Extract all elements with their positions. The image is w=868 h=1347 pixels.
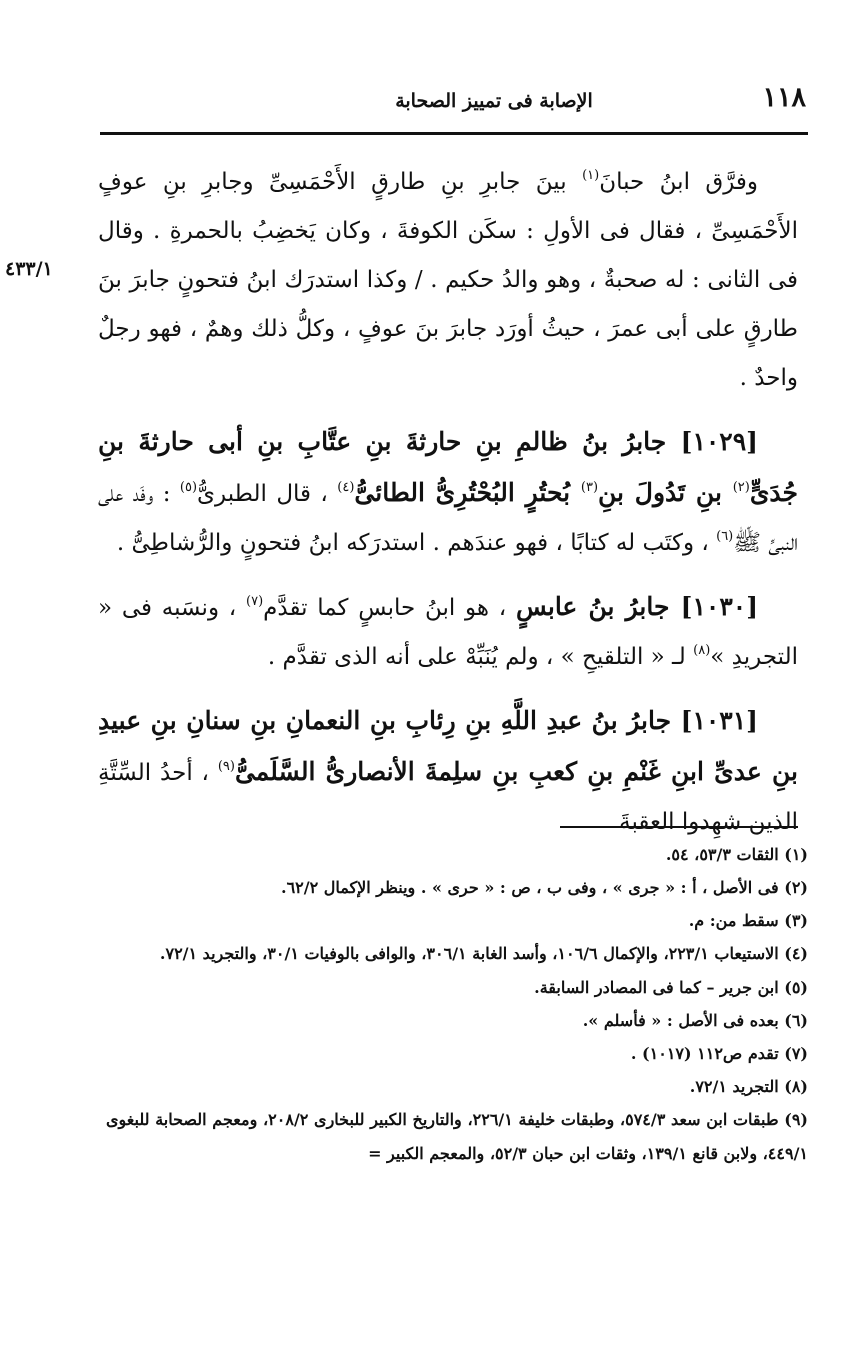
entry-number: [١٠٣٠] xyxy=(680,592,759,621)
entry-heading-cont: بنِ تَدُولَ بنِ xyxy=(598,478,733,507)
page-number: ١١٨ xyxy=(762,82,806,113)
footnote-7: (٧) تقدم ص١١٢ (١٠١٧) . xyxy=(630,1044,808,1063)
footnote-8: (٨) التجريد ٧٢/١. xyxy=(689,1077,808,1096)
footnote-5: (٥) ابن جرير – كما فى المصادر السابقة. xyxy=(534,978,808,997)
entry-1030 xyxy=(98,582,798,682)
footnote-ref-4: (٤) xyxy=(337,480,355,495)
footnote-3: (٣) سقط من: م. xyxy=(688,911,808,930)
entry-text: ، قال الطبرىُّ xyxy=(197,481,338,507)
entry-heading-cont: بُحتُرٍ البُحْتُرِىُّ الطائىُّ xyxy=(354,478,581,507)
footnote-ref-5: (٥) xyxy=(179,480,198,495)
entry-1031 xyxy=(98,696,798,847)
footnote-9: (٩) طبقات ابن سعد ٥٧٤/٣، وطبقات خليفة ٢٢٦/١، والتاريخ الكبير للبخارى ٢٠٨/٢، ومعجم الصحابة للبغوى ٤٤٩/١، ولابن قانع ١٣٩/١، وثقات ابن حبان ٥٢/٣، والمعجم الكبير = xyxy=(106,1110,808,1163)
footnote-ref-2: (٢) xyxy=(732,480,750,495)
entry-number: [١٠٢٩] xyxy=(680,427,758,456)
running-title: الإصابة فى تمييز الصحابة xyxy=(395,90,593,112)
footnote-6: (٦) بعده فى الأصل : « فأسلم ». xyxy=(582,1011,808,1030)
margin-reference: ٤٣٣/١ xyxy=(5,258,53,280)
intro-text-2: بينَ جابرِ بنِ طارقٍ الأَحْمَسِىِّ وجابرِ بنِ عوفٍ الأَحْمَسِىِّ ، فقال فى الأولِ : سكَن الكوفةَ ، وكان يَخضِبُ بالحمرةِ . وقال فى الثانى : له صحبةٌ ، وهو والدُ حكيم . / وكذا استدرَك ابنُ فتحونٍ جابرَ بنَ طارقٍ على أبى عمرَ ، حيثُ أورَد جابرَ بنَ عوفٍ ، وكلُّ ذلك وهمٌ ، فهو رجلٌ واحدٌ . xyxy=(98,169,798,391)
footnote-2: (٢) فى الأصل ، أ : « جرى » ، وفى ب ، ص : « حرى » . وينظر الإكمال ٦٢/٢. xyxy=(281,878,808,897)
footnote-ref-8: (٨) xyxy=(693,643,711,658)
entry-heading: جابرُ بنُ ظالمِ بنِ حارثةَ بنِ عتَّابِ بنِ أبى حارثةَ بنِ جُدَىٍّ xyxy=(98,427,798,507)
entry-text: ، هو ابنُ حابسٍ كما تقدَّم xyxy=(263,595,516,621)
entry-1029 xyxy=(98,417,798,568)
intro-paragraph xyxy=(98,158,798,403)
footnotes xyxy=(106,838,808,1171)
entry-text: ، وكتَب له كتابًا ، فهو عندَهم . استدرَكه ابنُ فتحونٍ والرُّشاطِىُّ . xyxy=(116,530,717,556)
entry-text: ، ونسَبه فى « التجريدِ » xyxy=(98,595,798,670)
footnote-ref-6: (٦) xyxy=(716,529,734,544)
footnote-1: (١) الثقات ٥٣/٣، ٥٤. xyxy=(665,845,808,864)
entry-number: [١٠٣١] xyxy=(680,706,758,735)
footnote-ref-7: (٧) xyxy=(246,594,264,609)
page-header xyxy=(100,72,808,122)
entry-text: : وفَد على النبىِّ ﷺ xyxy=(98,481,798,556)
entry-text: ، أحدُ السِّتَّةِ الذين شهِدوا العقبةَ xyxy=(98,760,798,835)
entry-heading: جابرُ بنُ عابسٍ xyxy=(515,592,681,621)
intro-text-1: وفرَّق ابنُ حبانَ xyxy=(599,169,759,195)
header-rule xyxy=(100,132,808,135)
footnote-ref-1: (١) xyxy=(582,168,600,183)
main-text xyxy=(98,158,798,847)
footnote-4: (٤) الاستيعاب ٢٢٣/١، والإكمال ١٠٦/٦، وأسد الغابة ٣٠٦/١، والوافى بالوفيات ٣٠/١، والتجريد ٧٢/١. xyxy=(159,944,808,963)
footnotes-rule xyxy=(560,826,798,828)
entry-text: لـ « التلقيحِ » ، ولم يُنَبِّهْ على أنه الذى تقدَّم . xyxy=(267,644,694,670)
footnote-ref-3: (٣) xyxy=(580,480,599,495)
entry-heading: جابرُ بنُ عبدِ اللَّهِ بنِ رِئابِ بنِ النعمانِ بنِ سنانِ بنِ عبيدِ بنِ عدىِّ ابنِ غَنْمِ بنِ كعبِ بنِ سلِمةَ الأنصارىُّ السَّلَمىُّ xyxy=(98,706,798,786)
footnote-ref-9: (٩) xyxy=(217,759,235,774)
